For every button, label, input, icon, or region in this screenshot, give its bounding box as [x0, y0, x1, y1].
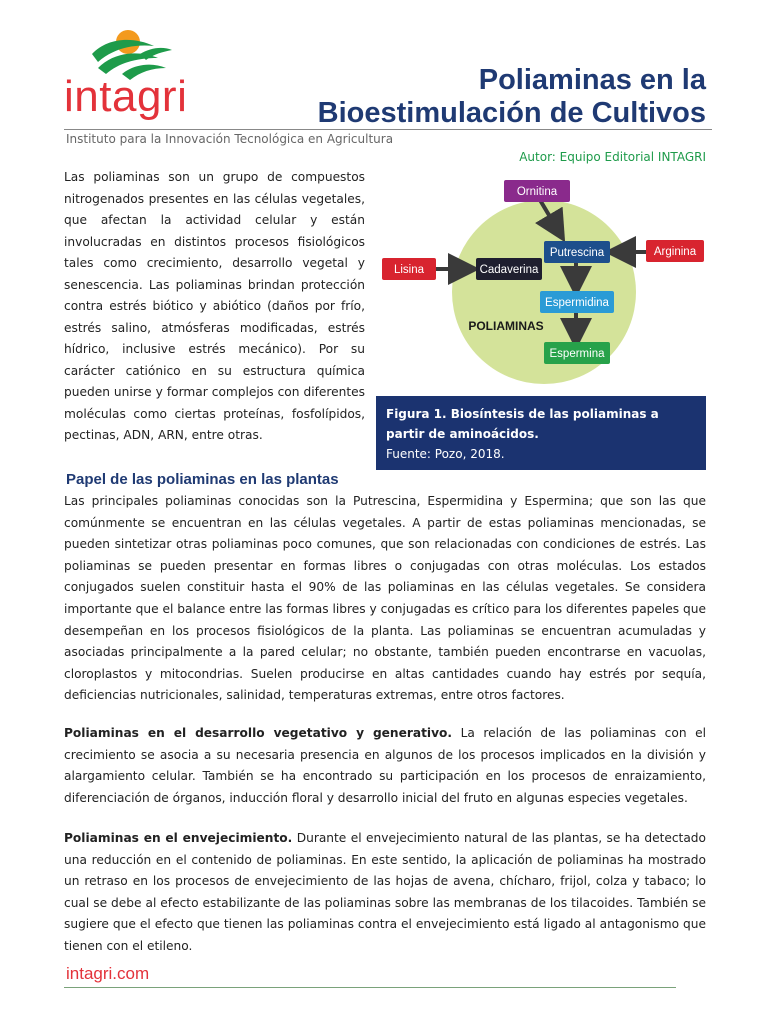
paragraph-2-body: La relación de las poliaminas con el crecimiento se asocia a su necesaria presencia en algunos de los procesos implicados en la división y alargamiento celular. También se ha encontrado su participación en los procesos de enraizamiento, diferenciación de órganos, inducción floral y desarrollo inicial del fruto en algunas especies vegetales. [64, 726, 706, 805]
tagline: Instituto para la Innovación Tecnológica en Agricultura [66, 132, 394, 146]
node-arginina [646, 240, 704, 262]
node-espermina [544, 342, 610, 364]
polyamines-circle-label: POLIAMINAS [468, 319, 544, 333]
section-paragraph-3 [64, 828, 706, 958]
author-line: Autor: Equipo Editorial INTAGRI [519, 150, 706, 164]
footer-divider [64, 987, 676, 988]
section-paragraph-1: Las principales poliaminas conocidas son la Putrescina, Espermidina y Espermina; que son las que comúnmente se encuentran en las células vegetales. A partir de estas poliaminas mencionadas, se pueden sintetizar otras poliaminas poco comunes, que son relacionadas con condiciones de estrés. Las poliaminas se pueden presentar en formas libres o conjugadas con otras moléculas. Los estados conjugados suelen constituir hasta el 90% de las poliaminas en las células vegetales. Se considera importante que el balance entre las formas libres y conjugadas es crítico para los diferentes papeles que desempeñan en los procesos fisiológicos de la planta. Las poliaminas se encuentran acumuladas y asociadas principalmente a la pared celular; no obstante, también pueden encontrarse en vacuolas, cloroplastos y mitocondrias. Suelen producirse en altas cantidades cuando hay estrés por sequía, deficiencias nutricionales, salinidad, temperaturas extremas, entre otros factores. [64, 494, 706, 703]
paragraph-3-body: Durante el envejecimiento natural de las plantas, se ha detectado una reducción en el contenido de poliaminas. En este sentido, la aplicación de poliaminas ha mostrado un retraso en los procesos de envejecimiento de las hojas de avena, chícharo, frijol, colza y tabaco; lo cual se debe al efecto estabilizante de las poliaminas sobre las membranas de los tilacoides. También se sugiere que el efecto que tienen las poliaminas contra el envejecimiento está ligado al antagonismo que tienen con el etileno. [64, 831, 706, 953]
node-cadaverina [476, 258, 542, 280]
title-line-1: Poliaminas en la [478, 64, 706, 96]
caption-source: Fuente: Pozo, 2018. [386, 447, 505, 461]
node-lisina [382, 258, 436, 280]
svg-text:Cadaverina: Cadaverina [479, 264, 539, 276]
svg-text:Espermina: Espermina [549, 348, 605, 360]
section-paragraph-2 [64, 723, 706, 809]
footer-website-link[interactable]: intagri.com [66, 964, 150, 983]
svg-text:Ornitina: Ornitina [516, 186, 558, 198]
svg-text:Lisina: Lisina [393, 264, 425, 276]
section-heading: Papel de las poliaminas en las plantas [66, 471, 339, 488]
paragraph-2-lead: Poliaminas en el desarrollo vegetativo y generativo. [64, 726, 453, 740]
node-putrescina [544, 241, 610, 263]
svg-text:Espermidina: Espermidina [545, 297, 609, 309]
logo-wordmark: intagri [64, 72, 188, 121]
page-title [318, 64, 706, 130]
svg-text:Putrescina: Putrescina [549, 247, 605, 259]
intro-paragraph: Las poliaminas son un grupo de compuestos nitrogenados presentes en las células vegetales, que afectan la actividad celular y están involucradas en distintos procesos fisiológicos tales como crecimiento, desarrollo vegetal y senescencia. Las poliaminas brindan protección contra estrés biótico y abiótico (daños por frío, estrés salino, atmósferas modificadas, estrés hídrico, inclusive estrés mecánico). Por su carácter catiónico en su estructura química pueden unirse y formar complejos con diferentes moléculas como ciertas proteínas, fosfolípidos, pectinas, ADN, ARN, entre otras. [64, 170, 365, 442]
node-espermidina [540, 291, 614, 313]
paragraph-3-lead: Poliaminas en el envejecimiento. [64, 831, 293, 845]
title-line-2: Bioestimulación de Cultivos [317, 97, 706, 129]
polyamine-biosynthesis-figure [376, 180, 706, 398]
figure-caption [376, 396, 706, 470]
caption-title: Figura 1. Biosíntesis de las poliaminas a partir de aminoácidos. [386, 407, 659, 441]
title-divider [64, 129, 712, 130]
svg-text:Arginina: Arginina [653, 246, 697, 258]
node-ornitina [504, 180, 570, 202]
